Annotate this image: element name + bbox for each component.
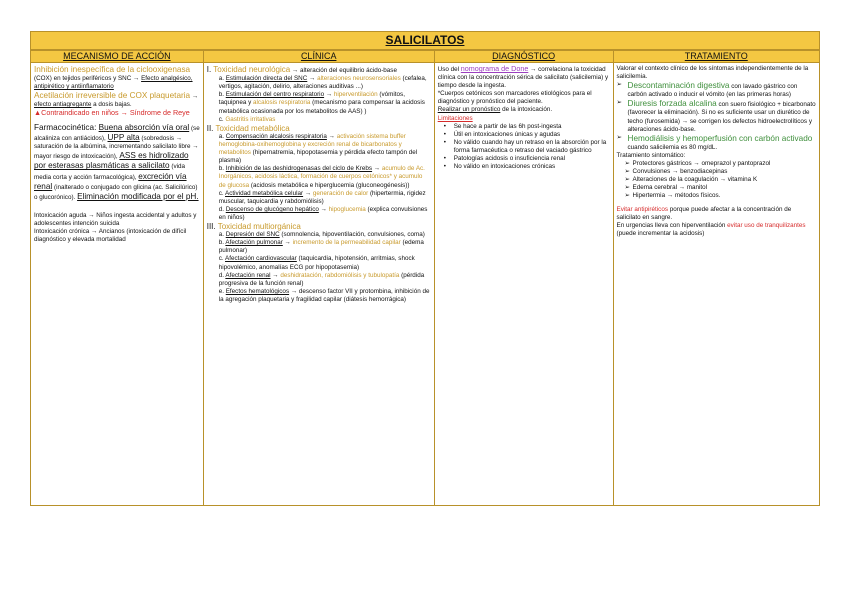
item-2a [219,133,431,165]
tratamiento-item-descontaminacion [617,81,816,99]
item-heading: Depresión del SNC [225,231,280,239]
limitaciones-heading: Limitaciones [437,114,473,122]
item-1c [219,116,431,124]
section-number: III. [206,222,216,231]
salicilatos-sheet [30,31,820,506]
limitacion-item: • No válido en intoxicaciones crónicas [444,163,610,171]
intoxicacion-aguda: Intoxicación aguda → Niños ingesta accidental y adultos y adolescentes intención suicida [34,211,197,227]
item-text: (taquicardia, hipotensión, arritmias, shock hipovolémico, anomalías ECG por hipopotasemia) [218,255,415,271]
nomograma-link: nomograma de Done [460,64,529,73]
header-tratamiento: TRATAMIENTO [613,51,819,63]
item-heading: Compensación alcalosis respiratoria [225,132,327,140]
arrow-icon: → [131,75,142,83]
clinica-cell [203,63,434,506]
item-highlight: incremento de la permeabilidad capilar [292,239,401,247]
arrow-bullet-icon: ➢ [616,99,622,107]
item-highlight: acumulo de Ac. Inorgánicos, acidosis láctica, formación de cuerpos cetónicos* y acumulo de glucosa [218,165,425,189]
arrow-icon: → [372,165,382,173]
item-text: (mecanismo para compensar la acidosis metabólica ocasionada por los metabolitos de AAS) ) [218,99,425,115]
evitar-antipireticos [617,206,816,222]
item-text: (cefalea, vertigos, agitación, delirio, alteraciones auditivas ...) [218,75,427,91]
item-label: c. [218,115,224,123]
acetilacion-text: a dosis bajas. [91,101,132,109]
item-highlight: generación de calor [312,189,369,197]
pronostico-heading: Realizar un pronóstico [437,106,501,114]
sintomatico-text: Alteraciones de la coagulación → vitamina K [632,176,758,184]
seccion-neurologica [207,65,431,75]
item-highlight: alteraciones neurosensoriales [317,75,401,83]
item-heading: Afectación renal [225,271,271,279]
item-highlight: hiperventilación [333,91,378,99]
sintomatico-item [625,176,816,184]
cuerpos-cetonicos-note: *Cuerpos cetónicos son marcadores etiológicos para el diagnóstico y pronóstico del paciente. [437,90,592,106]
arrow-bullet-icon: ➢ [624,176,630,184]
item-label: a. [218,231,224,239]
item-heading: Efectos hematológicos [225,287,290,295]
item-highlight: alcalosis respiratoria [253,99,311,107]
item-heading: Estimulación directa del SNC [225,75,308,83]
item-3c [219,255,431,271]
fc-upp: UPP alta [107,133,140,143]
warning-reye [34,109,200,118]
item-text: (somnolencia, hipoventilación, convulsiones, coma) [279,231,425,239]
header-clinica: CLÍNICA [203,51,434,63]
sintomatico-item [625,192,816,200]
seccion-metabolica [207,124,431,133]
item-label: b. [218,91,224,99]
item-label: c. [218,255,224,263]
arrow-icon: → [324,91,334,99]
tratamiento-intro: Valorar el contexto clínico de los síntomas independientemente de la salicilemia. [616,65,809,81]
arrow-icon: → [282,239,293,247]
item-1b [219,91,431,115]
item-text: (hipernatremia, hipopotasemia y pérdida efecto tampón del plasma) [218,149,418,165]
item-text: (vómitos, taquipnea y [218,91,405,107]
farmacocinetica-paragraph [34,123,200,202]
item-3e [219,288,431,304]
section-number: II. [206,123,214,133]
pronostico-paragraph [438,106,610,114]
fc-text: (sobredosis → saturación de la albúmina, incrementando salicilato libre → mayor riesgo de intoxicación), [34,135,199,161]
item-label: b. [218,239,224,247]
item-label: e. [218,287,224,295]
sintomatico-text: Convulsiones → benzodiacepinas [632,168,728,176]
item-3b [219,239,431,255]
item-highlight: deshidratación, rabdomiólisis y tubulopatía [280,271,400,279]
arrow-icon: → [318,205,329,213]
warning-highlight: Evitar antipiréticos [616,205,668,213]
arrow-icon: → [307,75,318,83]
tratamiento-cell [613,63,819,506]
item-label: b. [218,165,224,173]
item-label: d. [218,205,224,213]
tratamiento-item-hemodialisis [617,134,816,152]
inhibicion-effects: Efecto analgésico, antipirético y antiinflamatorio [34,75,193,91]
limitacion-item: • Útil en intoxicaciones únicas y agudas [444,131,610,139]
item-label: c. [218,189,224,197]
arrow-icon: → [190,93,199,101]
fc-eliminacion: Eliminación modificada por el pH. [77,191,199,201]
item-heading: Afectación cardiovascular [225,255,297,263]
item-heading: Inhibición de las deshidrogenasas del ciclo de Krebs [225,165,373,173]
content-row [31,63,820,506]
sintomatico-item [625,184,816,192]
tratamiento-item-diuresis [617,99,816,133]
diag-text: de la intoxicación. [500,106,553,114]
header-mecanismo: MECANISMO DE ACCIÓN [31,51,204,63]
acetilacion-title: Acetilación irreversible de COX plaquetaria [34,91,191,101]
tratamiento-highlight: Diuresis forzada alcalina [627,99,717,109]
item-highlight: hipoglucemia [328,205,366,213]
acetilacion-paragraph [34,91,200,109]
inhibicion-text: (COX) en tejidos periféricos y SNC [34,75,132,83]
sintomatico-text: Protectores gástricos → omeprazol y pantoprazol [632,160,771,168]
section-title: Toxicidad multiorgánica [217,222,301,231]
diag-text: → correlaciona la toxicidad clínica con la concentración sérica de salicilato (salicilemia) y tiempo desde la ingesta. [437,66,609,90]
sintomatico-heading: Tratamiento sintomático: [616,151,686,159]
arrow-bullet-icon: ➢ [624,168,630,176]
farmacocinetica-label: Farmacocinética: [34,123,99,133]
fc-text: (se alcaliniza con antiácidos), [34,125,200,143]
summary-table [30,50,820,506]
arrow-bullet-icon: ➢ [616,81,622,89]
header-row [31,51,820,63]
item-heading: Estimulación del centro respiratorio [225,91,325,99]
item-label: d. [218,271,224,279]
limitacion-item: • Se hace a partir de las 6h post-ingesta [444,123,610,131]
tratamiento-text: cuando salicilemia es 80 mg/dL. [627,143,718,151]
inhibicion-paragraph [34,65,200,91]
item-label: a. [218,132,224,140]
arrow-bullet-icon: ➢ [624,184,630,192]
fc-ass: ASS es hidrolizado por esterasas plasmáticas a salicilato [34,151,189,171]
item-2c [219,190,431,206]
sintomatico-item [625,168,816,176]
arrow-icon: → [270,271,281,279]
item-3d [219,272,431,288]
warning-text: Contraindicado en niños → Síndrome de Reye [41,108,190,118]
page-title: SALICILATOS [30,31,820,50]
item-text: (edema pulmonar) [218,239,424,255]
fc-absorcion: Buena absorción vía oral [98,123,190,133]
item-highlight: Gastritis irritativas [225,115,276,123]
seccion-multiorganica [207,222,431,231]
mecanismo-cell [31,63,204,506]
section-text: → alteración del equilibrio ácido-base [290,67,397,74]
section-title: Toxicidad metabólica [215,123,290,133]
sintomatico-text: Edema cerebral → manitol [632,184,708,192]
tratamiento-text: porque puede afectar a la concentración de salicilato en sangre. [616,205,792,221]
item-heading: Afectación pulmonar [225,239,283,247]
tratamiento-text: con lavado gástrico con carbón activado o inducir el vómito (en las primeras horas) [627,83,798,99]
item-text: (pérdida progresiva de la función renal) [218,271,425,287]
item-text: → descenso factor VII y protombina, inhibición de la agregación plaquetaria y fragilidad capilar (diátesis hemorrágica) [218,287,430,303]
tratamiento-highlight: Hemodiálisis y hemoperfusión con carbón activado [627,133,813,143]
tratamiento-text: con suero fisiológico + bicarbonato (favorecer la eliminación). Si no es suficiente usar un diurético de techo (furosemida) → se corrigen los defectos hidroelectrolíticos y alteraciones ácido-base. [627,101,816,133]
fc-text: (inalterado o conjugado con glicina (ac. Salicilúrico) o glucorónico). [34,183,198,201]
tratamiento-highlight: Descontaminación digestiva [627,81,730,91]
item-2d [219,206,431,222]
urgencias-note [617,222,816,238]
sintomatico-item [625,160,816,168]
item-3a [219,231,431,239]
tratamiento-text: (puede incrementar la acidosis) [616,229,705,237]
item-text: (hipertermia, rigidez muscular, taquicardia y rabdomiólisis) [218,189,426,205]
arrow-bullet-icon: ➢ [624,160,630,168]
diagnostico-cell [434,63,613,506]
section-number: I. [206,65,212,74]
tratamiento-text: En urgencias lleva con hiperventilación [616,221,728,229]
section-title: Toxicidad neurológica [213,65,291,74]
inhibicion-title: Inhibición inespecífica de la ciclooxigenasa [34,65,191,74]
header-diagnostico: DIAGNÓSTICO [434,51,613,63]
arrow-bullet-icon: ➢ [624,192,630,200]
arrow-bullet-icon: ➢ [616,133,622,141]
diag-text: Uso del [437,66,461,73]
fc-excrecion: excreción vía renal [34,171,187,191]
item-text: (explica convulsiones en niños) [218,205,428,221]
limitacion-item: • No válido cuando hay un retraso en la absorción por la forma farmacéutica o retraso del vaciado gástrico [444,139,610,155]
item-heading: Actividad metabólica celular [225,189,304,197]
acetilacion-effect: efecto antiagregante [34,101,92,109]
warning-highlight: evitar uso de tranquilizantes [727,221,806,229]
warning-icon: ▲ [34,108,42,118]
arrow-icon: → [303,189,313,197]
intoxicacion-cronica: Intoxicación crónica → Ancianos (intoxicación de difícil diagnóstico y elevada mortalidad [34,228,187,244]
item-1a [219,75,431,91]
item-highlight: activación sistema buffer hemoglobina-oxihemoglobina y excreción renal de bicarbonatos y metabolitos [218,132,406,157]
sintomatico-text: Hipertermia → métodos físicos. [632,192,721,200]
fc-text: (vida media corta y acción farmacológica), [34,163,186,181]
item-heading: Descenso de glucógeno hepático [225,205,319,213]
nomograma-paragraph [438,65,610,90]
item-label: a. [218,75,224,83]
arrow-icon: → [326,132,337,140]
limitacion-item: • Patologías acidosis o insuficiencia renal [444,155,610,163]
item-2b [219,165,431,189]
item-text: (acidosis metabólica e hiperglucemia (gluconeogénesis)) [249,181,410,189]
